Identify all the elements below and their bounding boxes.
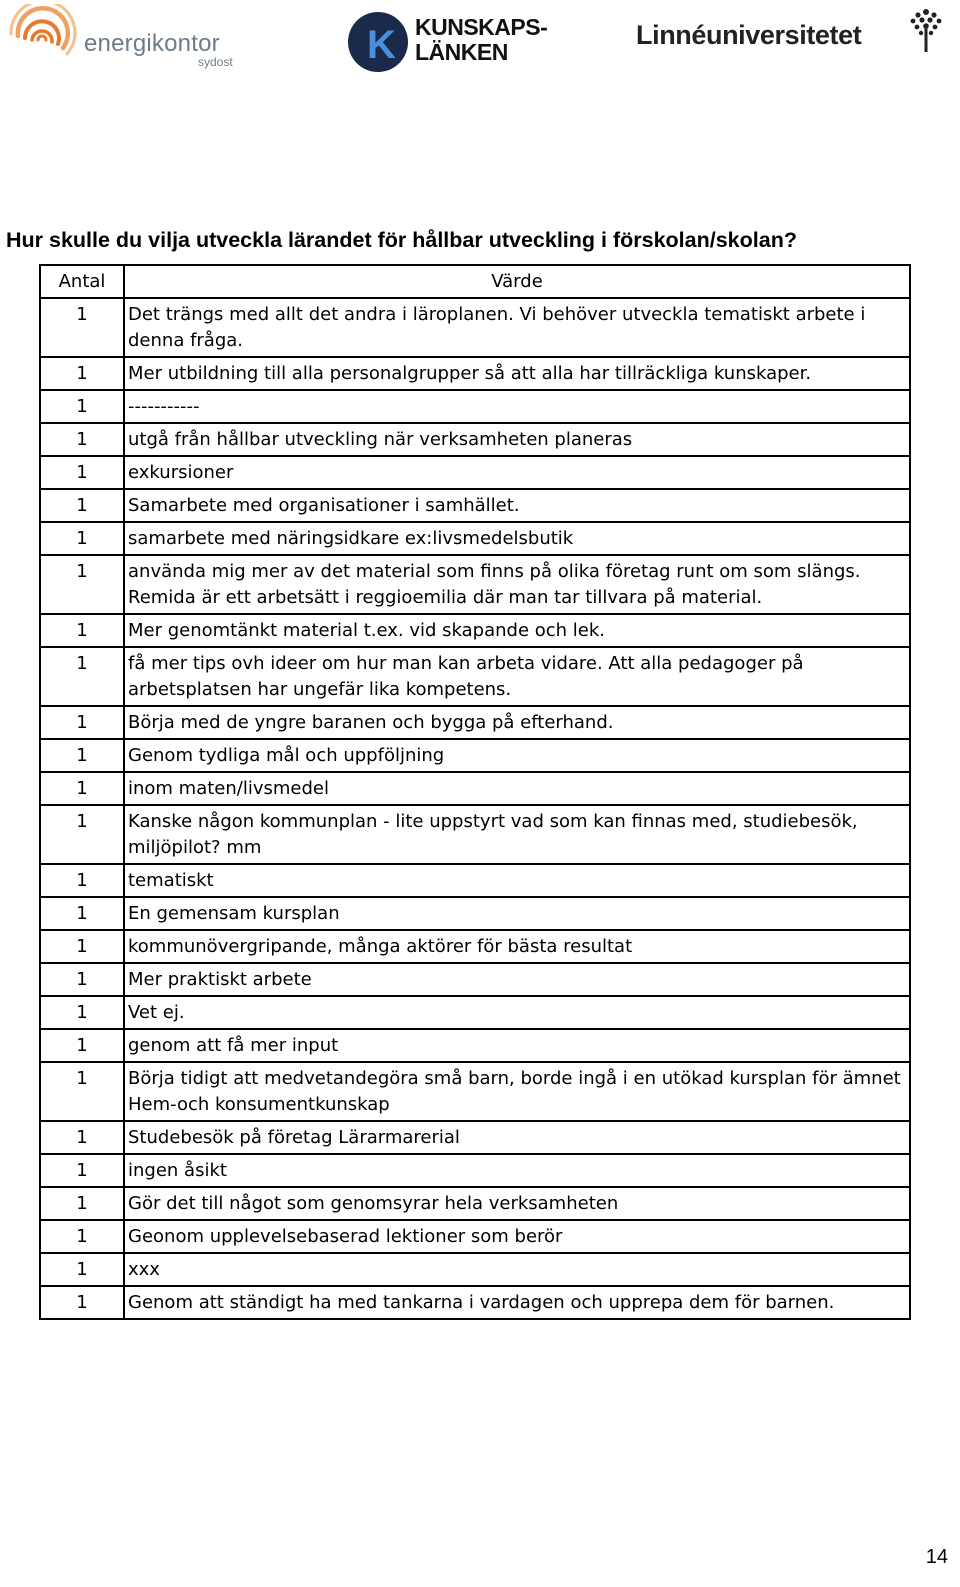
table-row	[40, 614, 910, 647]
row-answer: inom maten/livsmedel	[124, 772, 910, 805]
tree-icon	[906, 6, 946, 56]
row-count: 1	[40, 706, 124, 739]
row-count: 1	[40, 489, 124, 522]
row-answer: -----------	[124, 390, 910, 423]
row-answer: Mer utbildning till alla personalgrupper så att alla har tillräckliga kunskaper.	[124, 357, 910, 390]
table-row	[40, 864, 910, 897]
row-count: 1	[40, 805, 124, 864]
energikontor-swirl-icon	[6, 4, 78, 76]
table-row	[40, 522, 910, 555]
kunskapslanken-k-icon	[345, 6, 411, 72]
row-answer: Genom tydliga mål och uppföljning	[124, 739, 910, 772]
row-answer: Kanske någon kommunplan - lite uppstyrt vad som kan finnas med, studiebesök, miljöpilot? mm	[124, 805, 910, 864]
row-count: 1	[40, 897, 124, 930]
table-row	[40, 739, 910, 772]
row-count: 1	[40, 930, 124, 963]
table-row	[40, 555, 910, 614]
table-row	[40, 996, 910, 1029]
kunskapslanken-logo	[345, 6, 548, 76]
page-number: 14	[925, 1546, 948, 1568]
row-answer: Studebesök på företag Lärarmarerial	[124, 1121, 910, 1154]
table-header-row	[40, 265, 910, 298]
table-row	[40, 357, 910, 390]
table-row	[40, 706, 910, 739]
table-row	[40, 772, 910, 805]
table-row	[40, 1253, 910, 1286]
row-count: 1	[40, 1062, 124, 1121]
row-count: 1	[40, 739, 124, 772]
linneuniversitetet-name: Linnéuniversitetet	[636, 20, 862, 50]
row-answer: Vet ej.	[124, 996, 910, 1029]
answers-body	[40, 298, 910, 1319]
kunskapslanken-line1: KUNSKAPS-	[415, 14, 548, 40]
row-count: 1	[40, 963, 124, 996]
table-row	[40, 456, 910, 489]
table-row	[40, 805, 910, 864]
energikontor-logo	[6, 4, 246, 74]
table-row	[40, 1220, 910, 1253]
energikontor-name: energikontor	[84, 30, 220, 57]
row-count: 1	[40, 996, 124, 1029]
row-count: 1	[40, 357, 124, 390]
row-count: 1	[40, 1187, 124, 1220]
row-count: 1	[40, 456, 124, 489]
table-row	[40, 1187, 910, 1220]
row-count: 1	[40, 1154, 124, 1187]
table-row	[40, 1154, 910, 1187]
row-answer: Geonom upplevelsebaserad lektioner som berör	[124, 1220, 910, 1253]
table-row	[40, 1062, 910, 1121]
row-answer: exkursioner	[124, 456, 910, 489]
row-answer: tematiskt	[124, 864, 910, 897]
row-answer: xxx	[124, 1253, 910, 1286]
row-count: 1	[40, 772, 124, 805]
row-answer: ingen åsikt	[124, 1154, 910, 1187]
table-row	[40, 423, 910, 456]
table-row	[40, 930, 910, 963]
row-count: 1	[40, 1029, 124, 1062]
table-row	[40, 963, 910, 996]
row-answer: samarbete med näringsidkare ex:livsmedelsbutik	[124, 522, 910, 555]
row-count: 1	[40, 1220, 124, 1253]
row-count: 1	[40, 522, 124, 555]
kunskapslanken-k-letter: K	[367, 23, 396, 67]
row-answer: använda mig mer av det material som finns på olika företag runt om som slängs. Remida är ett arbetsätt i reggioemilia där man tar tillvara på material.	[124, 555, 910, 614]
row-answer: Mer genomtänkt material t.ex. vid skapande och lek.	[124, 614, 910, 647]
row-count: 1	[40, 1253, 124, 1286]
row-answer: Börja med de yngre baranen och bygga på efterhand.	[124, 706, 910, 739]
row-answer: Börja tidigt att medvetandegöra små barn, borde ingå i en utökad kursplan för ämnet Hem-och konsumentkunskap	[124, 1062, 910, 1121]
table-row	[40, 489, 910, 522]
row-answer: Genom att ständigt ha med tankarna i vardagen och upprepa dem för barnen.	[124, 1286, 910, 1319]
row-count: 1	[40, 864, 124, 897]
table-row	[40, 647, 910, 706]
kunskapslanken-line2: LÄNKEN	[415, 39, 508, 65]
table-row	[40, 897, 910, 930]
header-logos	[0, 0, 960, 90]
row-count: 1	[40, 555, 124, 614]
row-answer: Gör det till något som genomsyrar hela verksamheten	[124, 1187, 910, 1220]
table-row	[40, 298, 910, 357]
row-count: 1	[40, 647, 124, 706]
row-answer: genom att få mer input	[124, 1029, 910, 1062]
row-count: 1	[40, 614, 124, 647]
table-row	[40, 1029, 910, 1062]
table-row	[40, 390, 910, 423]
table-row	[40, 1286, 910, 1319]
question-heading: Hur skulle du vilja utveckla lärandet för hållbar utveckling i förskolan/skolan?	[6, 228, 797, 252]
row-answer: få mer tips ovh ideer om hur man kan arbeta vidare. Att alla pedagoger på arbetsplatsen har ungefär lika kompetens.	[124, 647, 910, 706]
row-count: 1	[40, 1286, 124, 1319]
row-count: 1	[40, 423, 124, 456]
answers-table	[39, 264, 911, 1320]
row-answer: En gemensam kursplan	[124, 897, 910, 930]
row-answer: Det trängs med allt det andra i läroplanen. Vi behöver utveckla tematiskt arbete i denna fråga.	[124, 298, 910, 357]
table-row	[40, 1121, 910, 1154]
linneuniversitetet-logo	[636, 6, 956, 66]
header-count: Antal	[40, 265, 124, 298]
energikontor-sub: sydost	[198, 55, 233, 69]
row-answer: Mer praktiskt arbete	[124, 963, 910, 996]
row-count: 1	[40, 390, 124, 423]
row-count: 1	[40, 298, 124, 357]
row-answer: utgå från hållbar utveckling när verksamheten planeras	[124, 423, 910, 456]
header-value: Värde	[124, 265, 910, 298]
row-count: 1	[40, 1121, 124, 1154]
row-answer: kommunövergripande, många aktörer för bästa resultat	[124, 930, 910, 963]
row-answer: Samarbete med organisationer i samhället.	[124, 489, 910, 522]
